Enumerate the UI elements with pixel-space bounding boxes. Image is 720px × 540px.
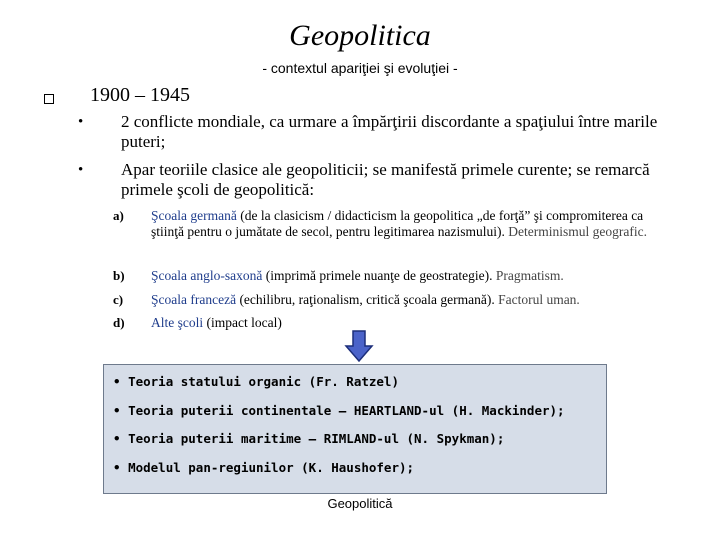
school-name: Şcoala germană bbox=[151, 208, 237, 223]
school-note: Factorul uman. bbox=[494, 292, 580, 307]
school-letter: a) bbox=[113, 208, 124, 223]
school-name: Şcoala franceză bbox=[151, 292, 237, 307]
theory-bullet-icon: • bbox=[113, 374, 121, 389]
theory-bullet-icon: • bbox=[113, 460, 121, 475]
bullet-text-conflicts: 2 conflicte mondiale, ca urmare a împărţirii discordante a spaţiului între marile puteri; bbox=[121, 112, 658, 151]
school-desc: (echilibru, raţionalism, critică şcoala germană). bbox=[236, 292, 495, 307]
bullet-icon: • bbox=[78, 162, 84, 178]
page-subtitle: - contextul apariţiei şi evoluţiei - bbox=[262, 60, 458, 76]
school-german bbox=[151, 208, 671, 240]
theory-text: Teoria puterii continentale – HEARTLAND-ul (H. Mackinder); bbox=[128, 403, 565, 418]
period-heading: 1900 – 1945 bbox=[90, 84, 190, 106]
school-desc: (de la clasicism / didacticism la geopolitica „de forţă” şi compromiterea ca ştiinţă pentru o jumătate de secol, pentru legitimarea nazismului). bbox=[151, 208, 644, 239]
theory-bullet-icon: • bbox=[113, 431, 121, 446]
school-other bbox=[151, 315, 671, 331]
school-letter: c) bbox=[113, 292, 124, 307]
theory-text: Teoria statului organic (Fr. Ratzel) bbox=[128, 374, 399, 389]
school-letter: b) bbox=[113, 268, 125, 283]
theory-text: Teoria puterii maritime – RIMLAND-ul (N. Spykman); bbox=[128, 431, 505, 446]
theory-text: Modelul pan-regiunilor (K. Haushofer); bbox=[128, 460, 415, 475]
school-note: Pragmatism. bbox=[492, 268, 564, 283]
theories-box bbox=[103, 364, 607, 494]
bullet-text-theories: Apar teoriile clasice ale geopoliticii; se manifestă primele curente; se remarcă primele şcoli de geopolitică: bbox=[121, 160, 650, 199]
school-name: Şcoala anglo-saxonă bbox=[151, 268, 263, 283]
arrow-down-icon bbox=[344, 330, 374, 362]
bullet-icon: • bbox=[78, 114, 84, 130]
theory-item bbox=[113, 374, 399, 389]
theory-bullet-icon: • bbox=[113, 403, 121, 418]
school-name: Alte şcoli bbox=[151, 315, 204, 330]
school-desc: (impact local) bbox=[203, 315, 282, 330]
checkbox-bullet-icon bbox=[44, 94, 54, 104]
theory-item bbox=[113, 460, 414, 475]
page-title: Geopolitica bbox=[289, 19, 431, 52]
school-desc: (imprimă primele nuanţe de geostrategie). bbox=[262, 268, 493, 283]
theory-item bbox=[113, 403, 565, 418]
school-note: Determinismul geografic. bbox=[504, 224, 647, 239]
school-anglo-saxon bbox=[151, 268, 671, 284]
footer-label: Geopolitică bbox=[327, 496, 393, 511]
school-french bbox=[151, 292, 671, 308]
theory-item bbox=[113, 431, 504, 446]
school-letter: d) bbox=[113, 315, 125, 330]
